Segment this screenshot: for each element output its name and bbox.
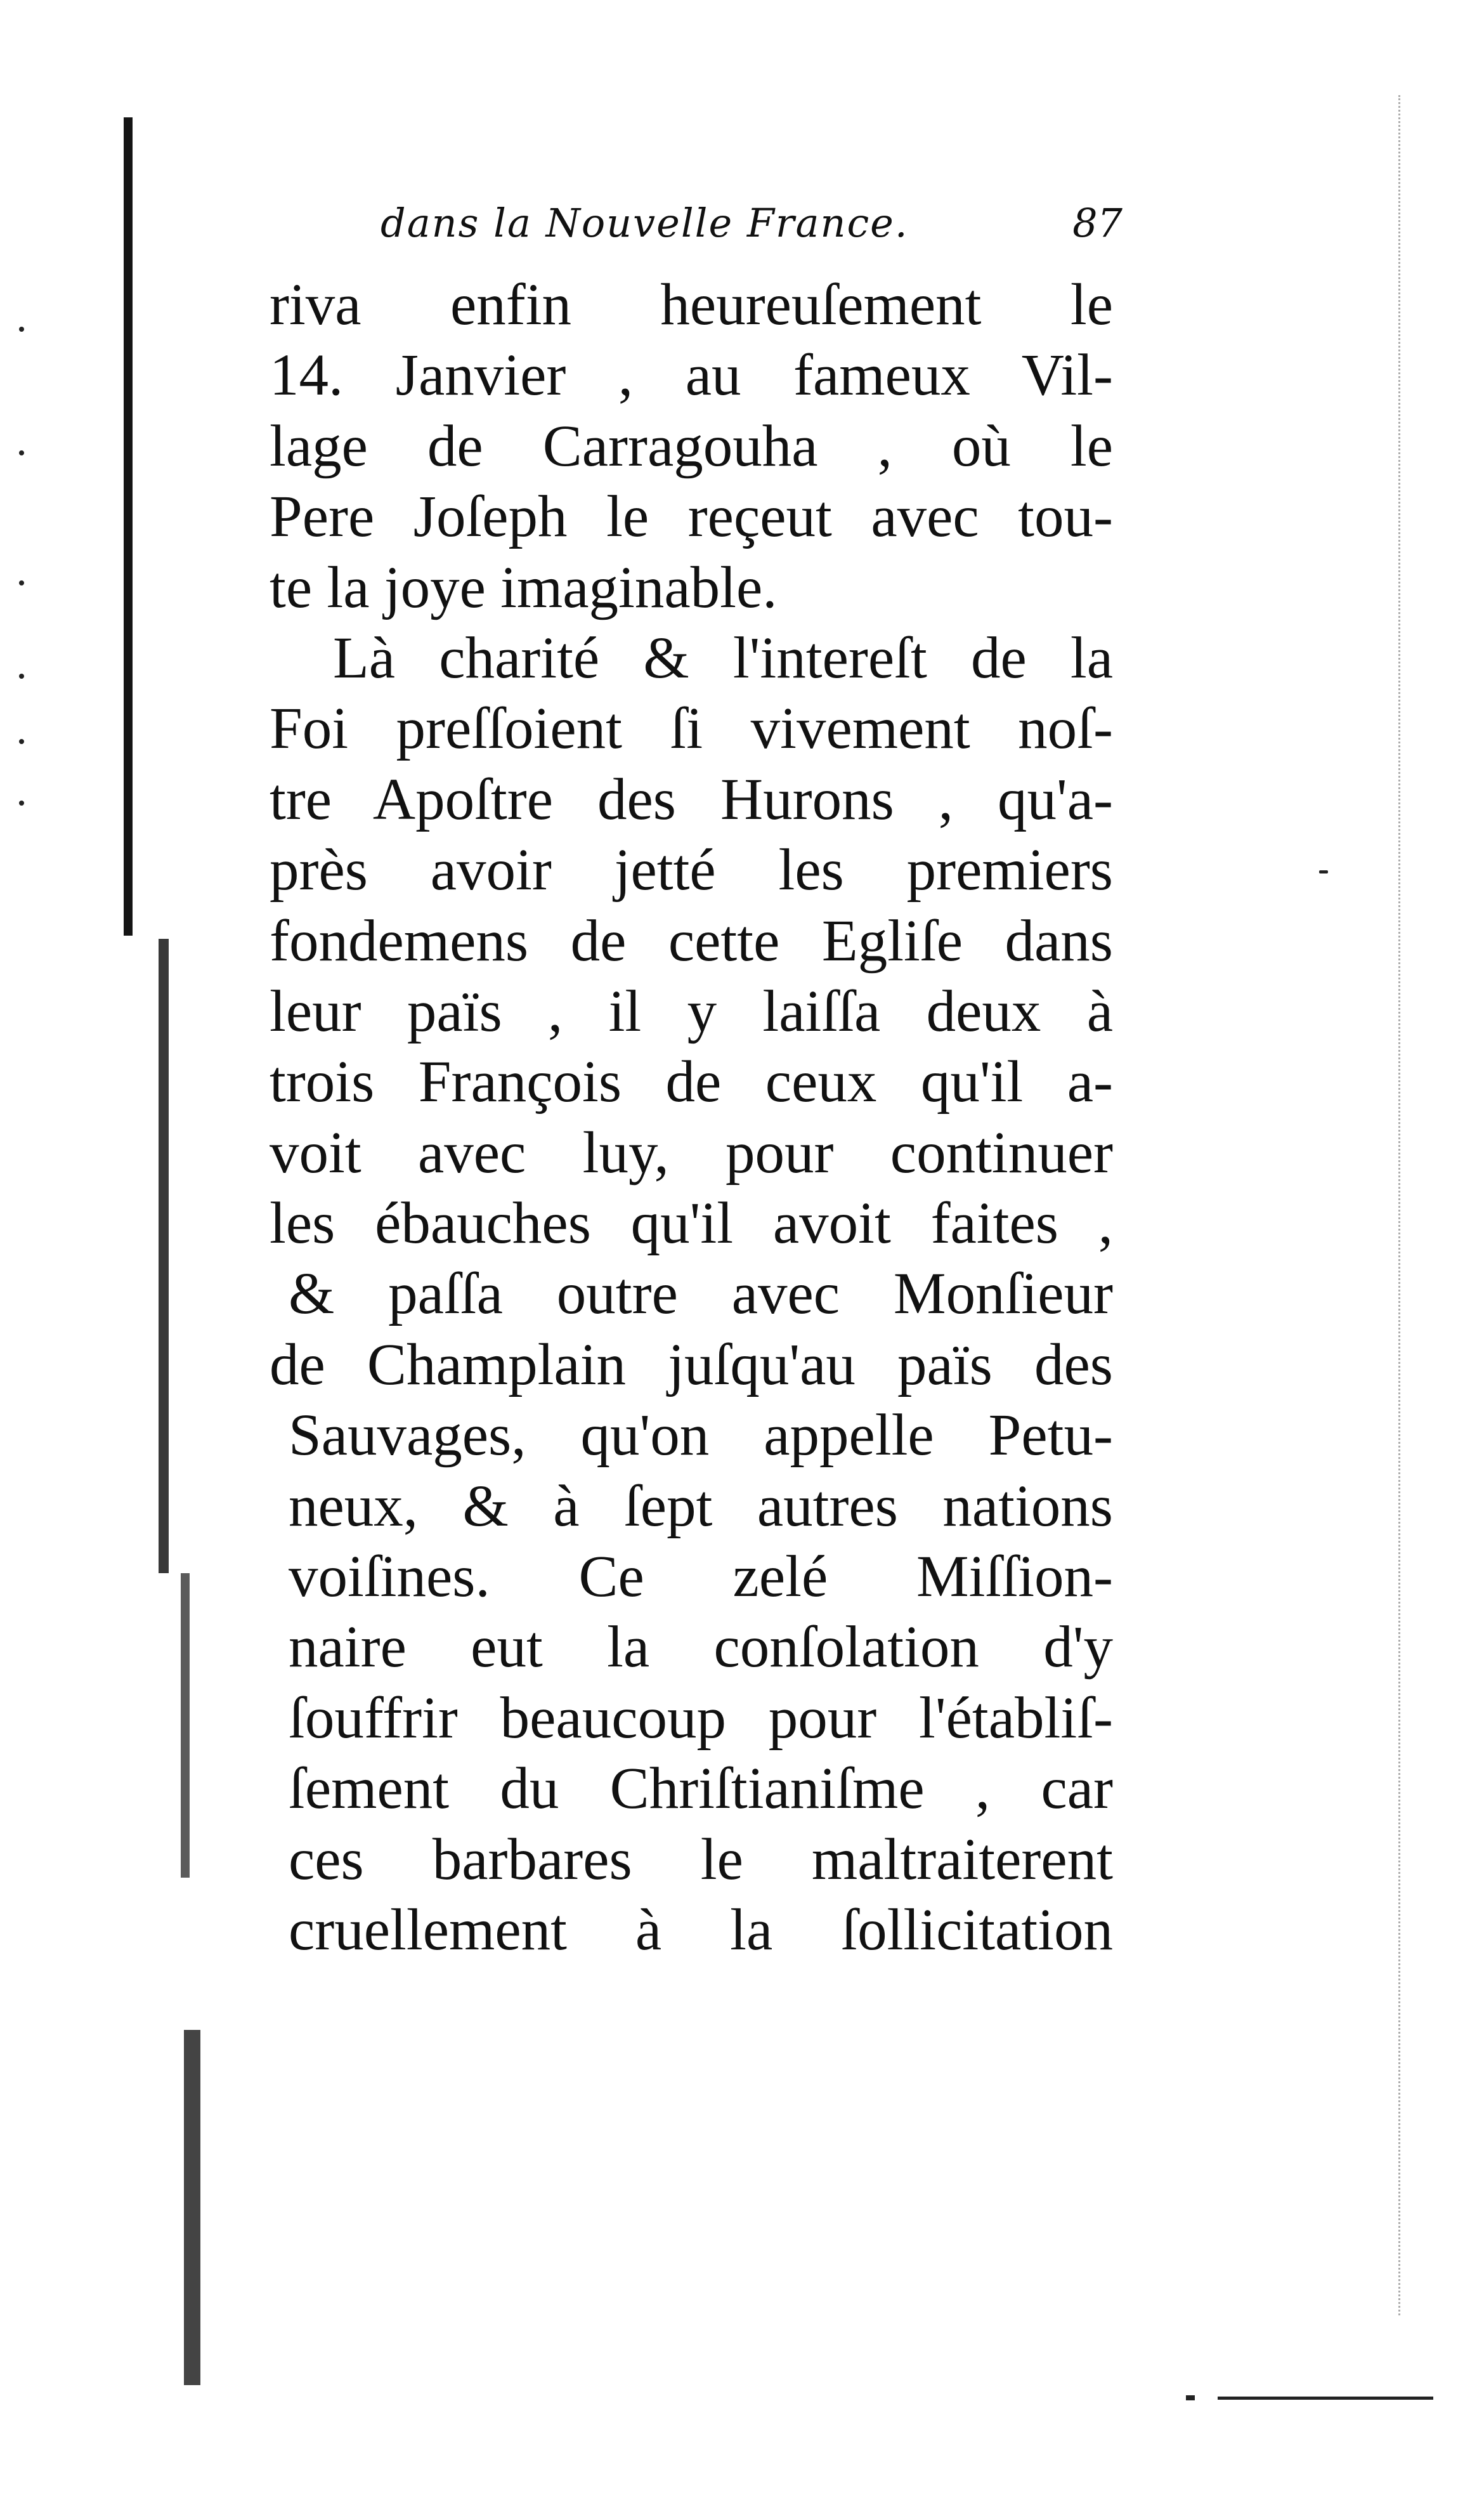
text-line: de Champlain juſqu'au païs des — [270, 1331, 1113, 1397]
ink-speck — [19, 801, 24, 806]
binding-shadow — [124, 117, 133, 936]
binding-shadow — [159, 939, 169, 1573]
text-line: leur païs , il y laiſſa deux à — [270, 978, 1113, 1044]
text-line: fondemens de cette Egliſe dans — [270, 908, 1113, 974]
text-line: lage de Carragouha , où le — [270, 413, 1113, 479]
text-line: Là charité & l'intereſt de la — [333, 625, 1113, 691]
binding-shadow — [181, 1573, 190, 1878]
ink-speck — [19, 674, 24, 679]
ink-speck — [19, 739, 24, 744]
text-line: cruellement à la ſollicitation — [289, 1897, 1113, 1963]
ink-speck — [1186, 2395, 1195, 2400]
text-line: riva enfin heureuſement le — [270, 272, 1113, 337]
text-line: Sauvages, qu'on appelle Petu- — [289, 1403, 1113, 1469]
text-line: tre Apoſtre des Hurons , qu'a- — [270, 766, 1113, 832]
ink-speck — [19, 327, 24, 332]
text-line: ces barbares le maltraiterent — [289, 1826, 1113, 1892]
text-line: ſement du Chriſtianiſme , car — [289, 1756, 1113, 1822]
text-line: neux, & à ſept autres nations — [289, 1473, 1113, 1539]
page-edge — [1398, 95, 1404, 2315]
text-line: Pere Joſeph le reçeut avec tou- — [270, 484, 1113, 550]
ink-speck — [19, 580, 24, 585]
text-line: près avoir jetté les premiers — [270, 837, 1113, 903]
text-line: & paſſa outre avec Monſieur — [289, 1261, 1113, 1327]
ink-speck — [1319, 870, 1328, 873]
text-line: te la joye imaginable. — [270, 554, 778, 620]
text-line: ſouffrir beaucoup pour l'établiſ- — [289, 1685, 1113, 1751]
text-line: voit avec luy, pour continuer — [270, 1120, 1113, 1186]
text-line: naire eut la conſolation d'y — [289, 1614, 1113, 1680]
ink-speck — [19, 450, 24, 455]
text-line: Foi preſſoient ſi vivement noſ- — [270, 696, 1113, 762]
text-line: 14. Janvier , au fameux Vil- — [270, 343, 1113, 409]
binding-shadow — [184, 2030, 200, 2385]
page-number: 87 — [1072, 200, 1123, 246]
body-text — [270, 270, 1113, 1965]
bottom-rule — [1218, 2397, 1433, 2400]
text-line: les ébauches qu'il avoit faites , — [270, 1191, 1113, 1257]
running-head: dans la Nouvelle France. — [381, 200, 909, 246]
text-line: voiſines. Ce zelé Miſſion- — [289, 1544, 1113, 1610]
page-header — [381, 200, 1123, 263]
text-line: trois François de ceux qu'il a- — [270, 1049, 1113, 1115]
